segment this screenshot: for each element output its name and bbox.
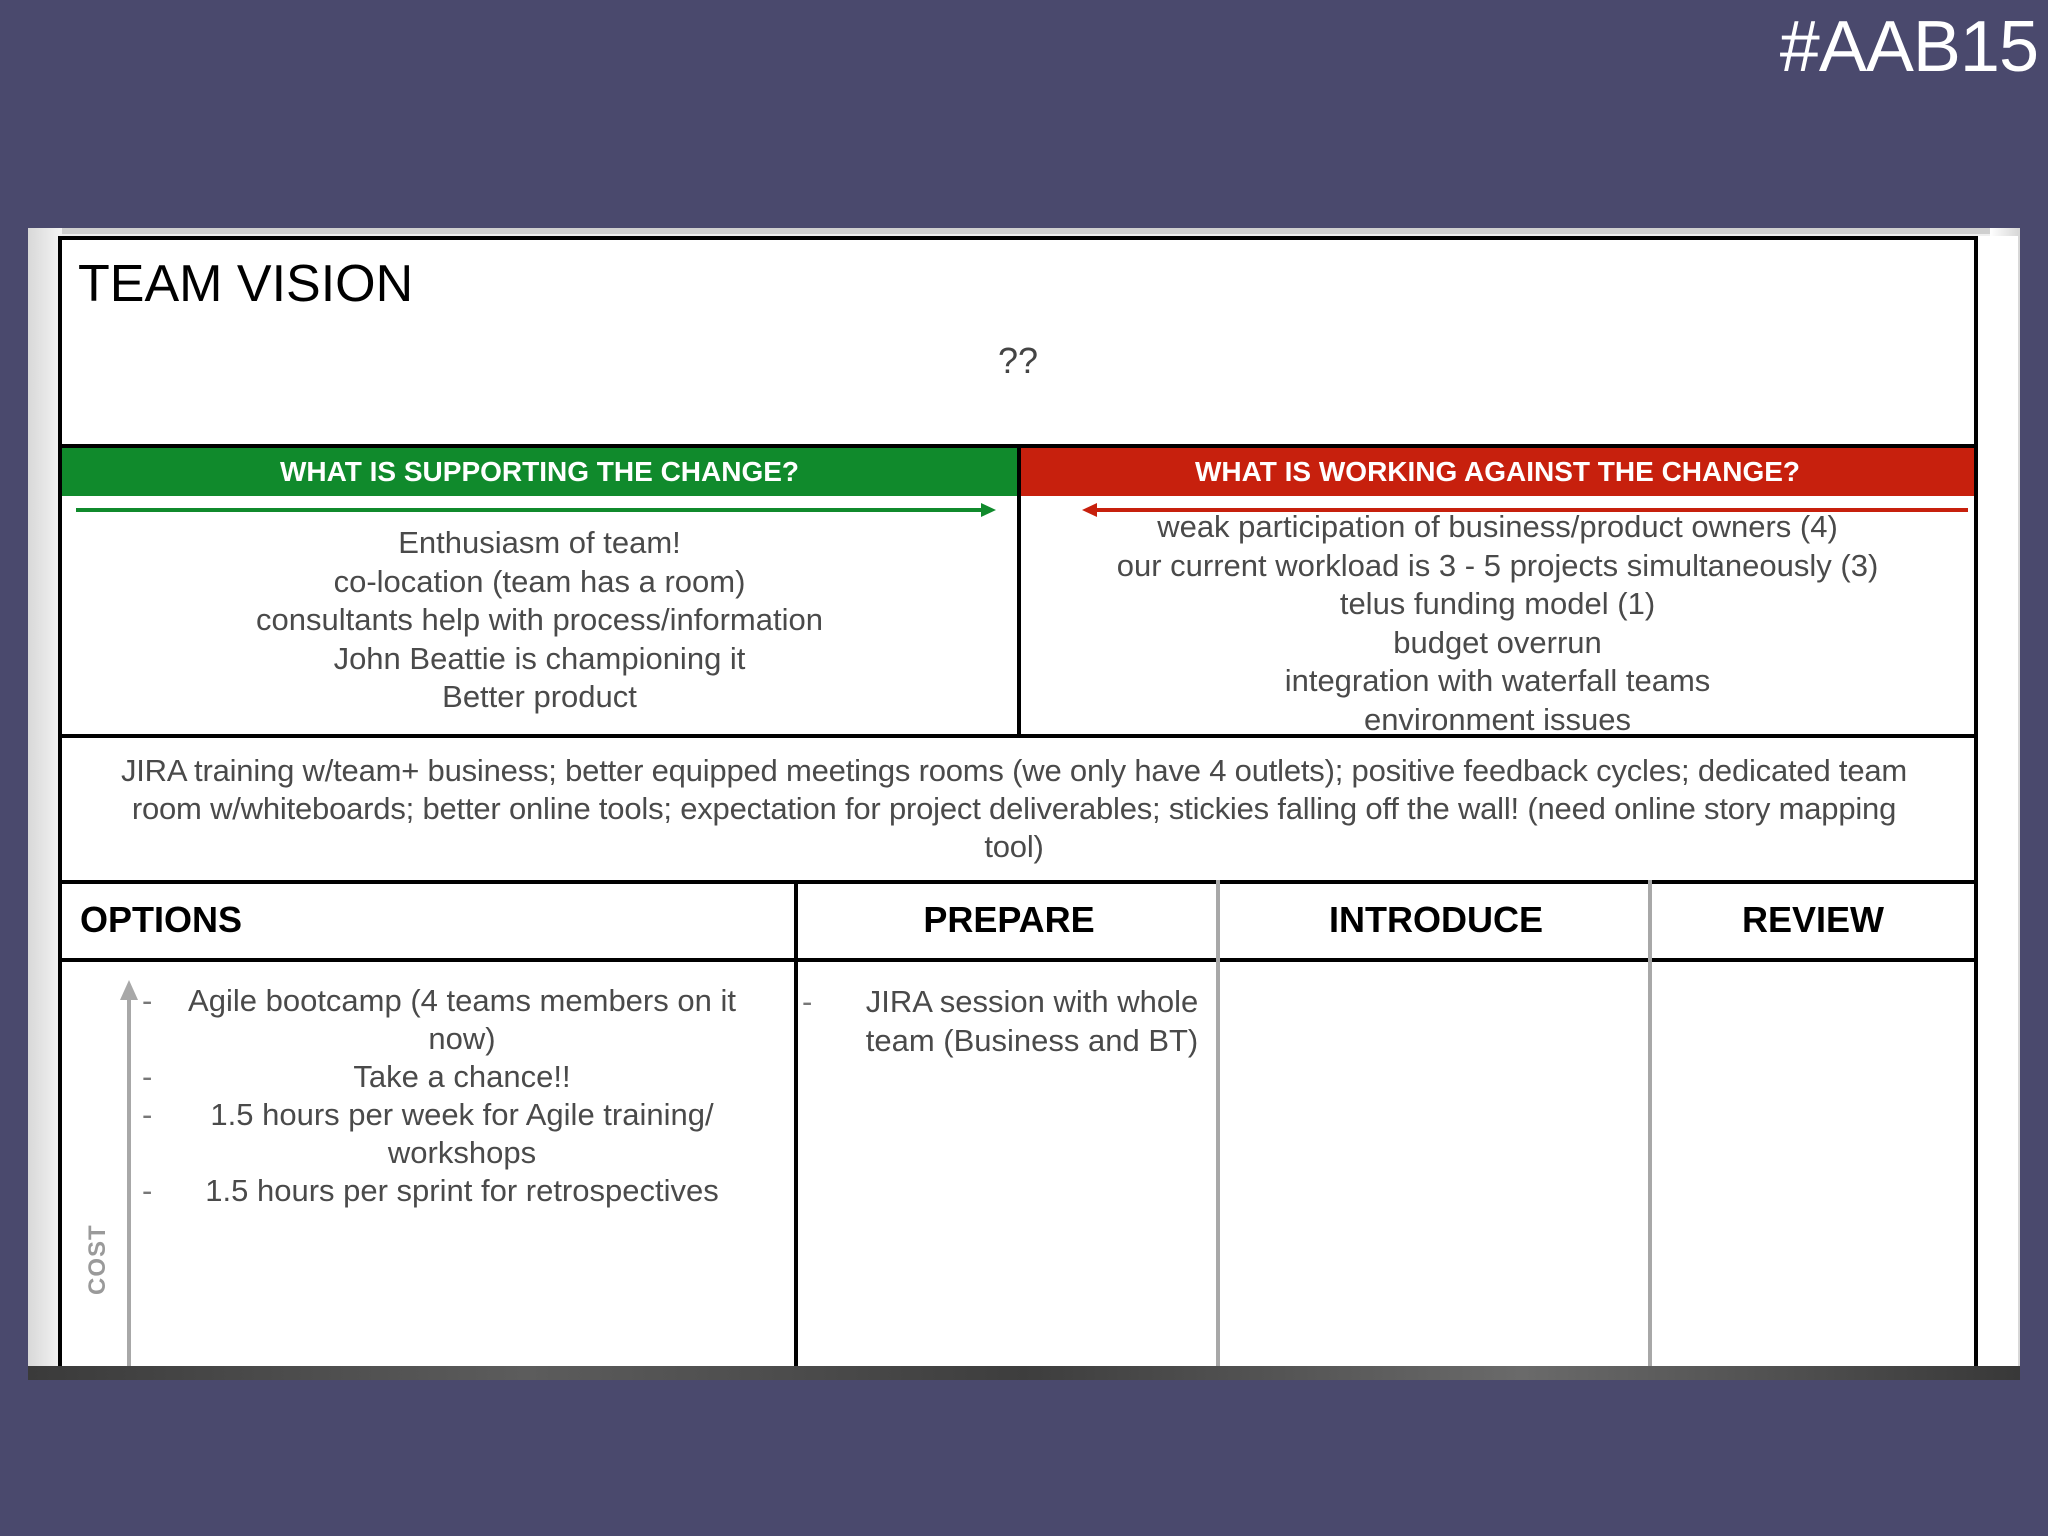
bullet-dash: - xyxy=(142,1097,153,1132)
sheet-left-edge xyxy=(28,228,62,1380)
vision-text: ?? xyxy=(997,340,1039,381)
against-list xyxy=(1021,508,1974,734)
supporting-item: consultants help with process/information xyxy=(256,602,823,637)
divider-needs xyxy=(62,734,1974,738)
needs-line: JIRA training w/team+ business; better equipped meetings rooms (we only have 4 outlets); positive feedback cycles; dedicated team xyxy=(120,753,1908,788)
option-line: Take a chance!! xyxy=(353,1059,571,1094)
option-line: Agile bootcamp (4 teams members on it xyxy=(188,983,736,1018)
option-line: workshops xyxy=(387,1135,537,1170)
prepare-line: JIRA session with whole xyxy=(865,984,1199,1019)
option-item xyxy=(142,1096,742,1172)
option-line: 1.5 hours per sprint for retrospectives xyxy=(205,1173,719,1208)
cost-axis-label: COST xyxy=(84,1224,111,1295)
phase-options-header: OPTIONS xyxy=(80,899,243,940)
against-item: our current workload is 3 - 5 projects simultaneously (3) xyxy=(1116,547,1879,583)
against-item: weak participation of business/product owners (4) xyxy=(1157,509,1838,544)
prepare-line: team (Business and BT) xyxy=(865,1023,1199,1058)
option-item xyxy=(142,1058,742,1096)
needs-line: room w/whiteboards; better online tools; expectation for project deliverables; stickies falling off the wall! (need online story mapping xyxy=(131,791,1897,826)
supporting-item: Enthusiasm of team! xyxy=(398,525,681,560)
option-item xyxy=(142,982,742,1058)
divider-introduce xyxy=(1648,880,1652,1377)
needs-line: tool) xyxy=(984,829,1044,864)
phase-prepare-header: PREPARE xyxy=(923,899,1095,940)
against-list-clip xyxy=(1021,496,1974,734)
supporting-header: WHAT IS SUPPORTING THE CHANGE? xyxy=(62,448,1017,496)
phase-introduce-header: INTRODUCE xyxy=(1329,899,1543,940)
divider-options xyxy=(794,880,798,1377)
divider-prepare xyxy=(1216,880,1220,1377)
against-item: integration with waterfall teams xyxy=(1284,663,1711,698)
supporting-item: John Beattie is championing it xyxy=(333,640,746,676)
against-item: environment issues xyxy=(1363,701,1632,734)
option-item xyxy=(142,1172,742,1210)
against-header: WHAT IS WORKING AGAINST THE CHANGE? xyxy=(1021,448,1974,496)
supporting-list xyxy=(62,524,1017,717)
board-photo xyxy=(28,228,2020,1380)
supporting-item: co-location (team has a room) xyxy=(333,563,746,599)
against-item: telus funding model (1) xyxy=(1339,586,1656,621)
prepare-list xyxy=(802,982,1222,1060)
sheet-top-edge xyxy=(28,228,2020,234)
change-canvas-board xyxy=(58,236,1978,1373)
bullet-dash: - xyxy=(802,984,813,1019)
option-line: now) xyxy=(428,1021,496,1056)
event-hashtag: #AAB15 xyxy=(1779,7,2038,87)
options-list xyxy=(142,982,742,1210)
phase-review-header: REVIEW xyxy=(1741,899,1884,940)
divider-phase-header xyxy=(62,958,1974,962)
board-title: TEAM VISION xyxy=(78,255,414,313)
bullet-dash: - xyxy=(142,983,153,1018)
against-item: budget overrun xyxy=(1393,624,1602,660)
cost-arrow-icon xyxy=(114,980,144,1370)
prepare-item xyxy=(802,982,1222,1060)
sheet-bottom-edge xyxy=(28,1366,2020,1380)
needs-text xyxy=(58,752,1970,866)
supporting-item: Better product xyxy=(442,679,637,714)
bullet-dash: - xyxy=(142,1173,153,1208)
arrow-right-icon xyxy=(76,502,996,518)
option-line: 1.5 hours per week for Agile training/ xyxy=(210,1097,714,1132)
bullet-dash: - xyxy=(142,1059,153,1094)
